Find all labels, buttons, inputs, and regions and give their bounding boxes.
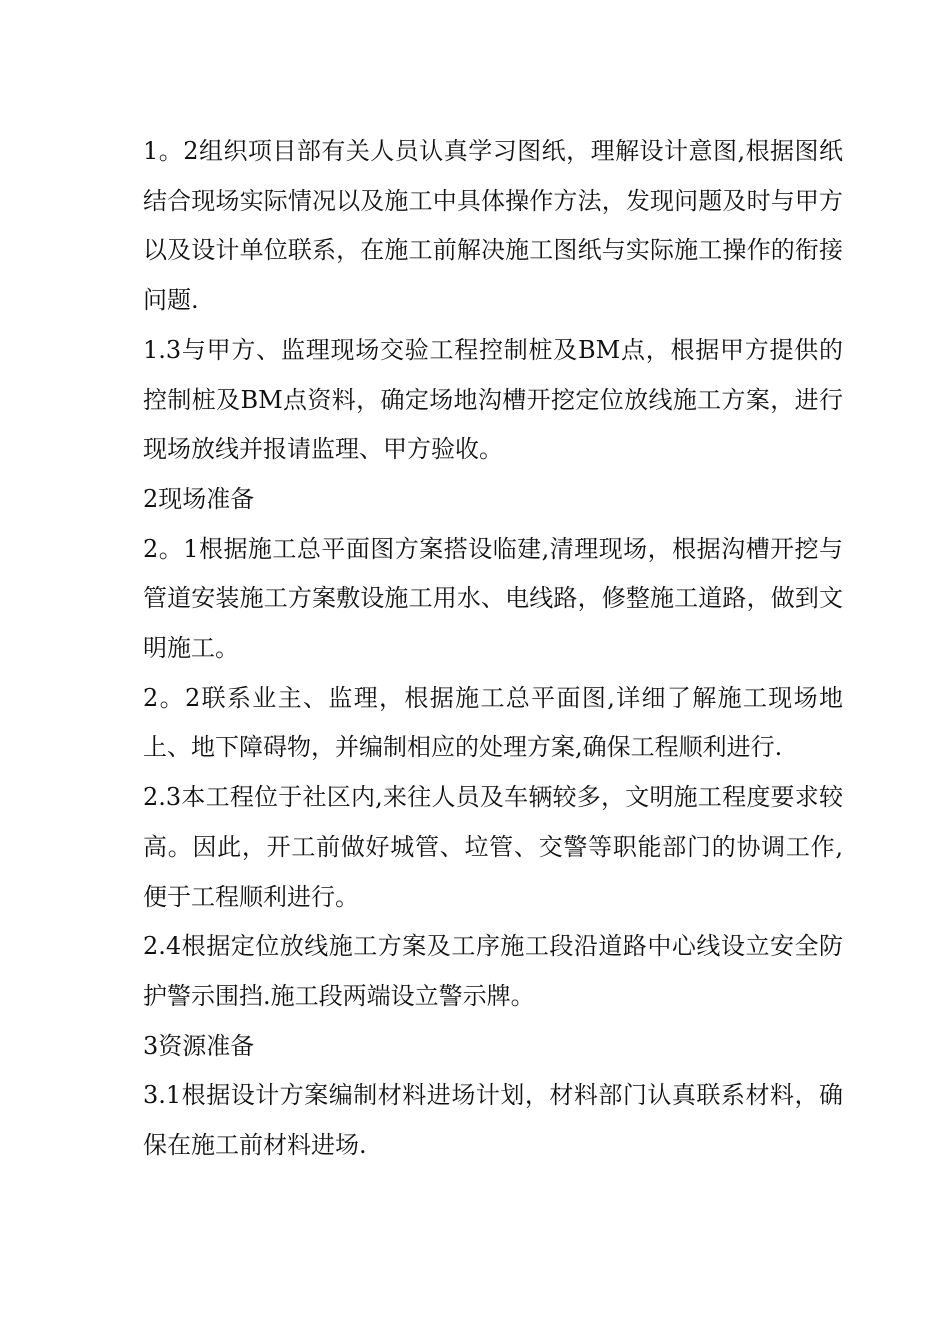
paragraph-1-3: 1.3与甲方、监理现场交验工程控制桩及BM点，根据甲方提供的控制桩及BM点资料，确定场地沟槽开挖定位放线施工方案，进行现场放线并报请监理、甲方验收。 bbox=[143, 335, 843, 464]
section-heading-2: 2现场准备 bbox=[143, 484, 255, 513]
paragraph-2-2: 2。2联系业主、监理，根据施工总平面图,详细了解施工现场地上、地下障碍物，并编制相应的处理方案,确保工程顺利进行. bbox=[143, 683, 843, 762]
section-heading-3: 3资源准备 bbox=[143, 1031, 255, 1060]
paragraph-2-4: 2.4根据定位放线施工方案及工序施工段沿道路中心线设立安全防护警示围挡.施工段两端设立警示牌。 bbox=[143, 932, 843, 1010]
document-body bbox=[143, 127, 843, 1171]
paragraph-2-1: 2。1根据施工总平面图方案搭设临建,清理现场，根据沟槽开挖与管道安装施工方案敷设施工用水、电线路，修整施工道路，做到文明施工。 bbox=[143, 534, 843, 663]
paragraph-1-2: 1。2组织项目部有关人员认真学习图纸，理解设计意图,根据图纸结合现场实际情况以及施工中具体操作方法，发现问题及时与甲方以及设计单位联系，在施工前解决施工图纸与实际施工操作的衔接问题. bbox=[143, 137, 843, 315]
paragraph-2-3: 2.3本工程位于社区内,来往人员及车辆较多，文明施工程度要求较高。因此，开工前做好城管、垃管、交警等职能部门的协调工作,便于工程顺利进行。 bbox=[143, 783, 843, 911]
paragraph-3-1: 3.1根据设计方案编制材料进场计划，材料部门认真联系材料，确保在施工前材料进场. bbox=[143, 1081, 843, 1160]
